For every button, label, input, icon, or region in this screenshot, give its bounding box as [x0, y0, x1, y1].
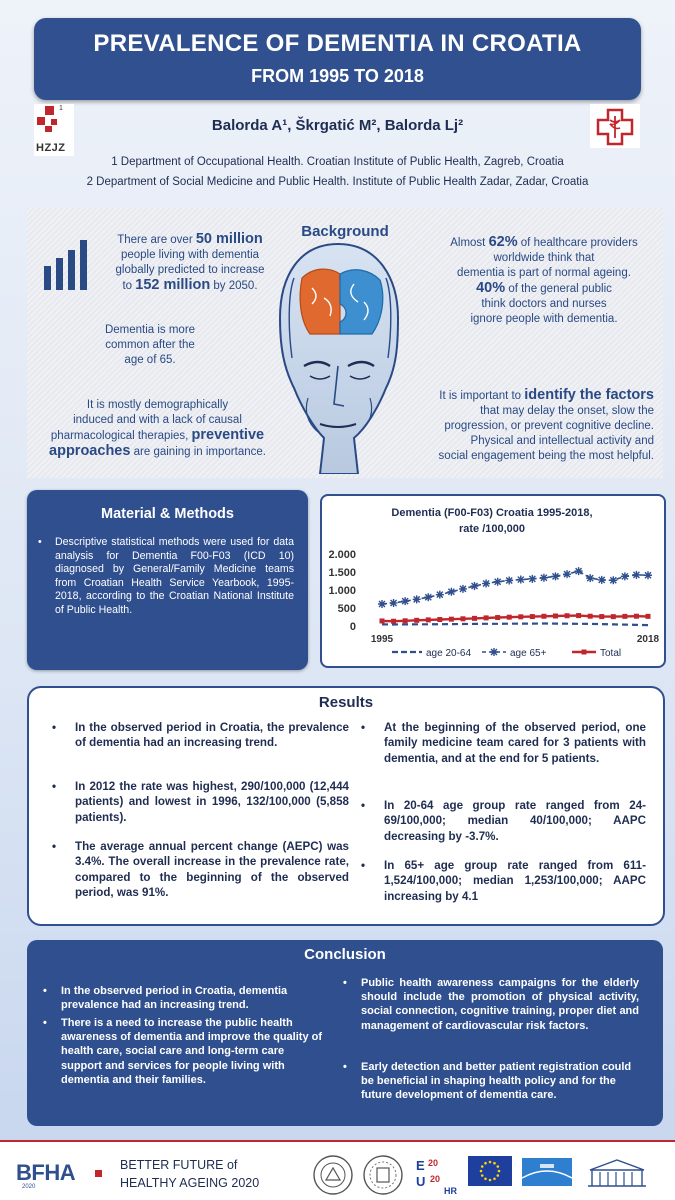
total-point	[380, 618, 385, 623]
y-tick-label: 2.000	[328, 549, 356, 561]
global-prevalence-fact: There are over 50 million people living with dementia globally predicted to increase to 152 million by 2050.	[115, 231, 265, 293]
dementia-rate-chart	[320, 494, 666, 668]
bar-chart-icon	[42, 236, 96, 292]
total-line	[382, 616, 648, 622]
footer: BFHA 2020 BETTER FUTURE of HEALTHY AGEING 2020 E 20 U 20 HR	[0, 1142, 675, 1200]
total-point	[472, 616, 477, 621]
result-item: • At the beginning of the observed period, one family medicine team cared for 3 patients with dementia, and at the end for 5 patients.	[361, 721, 646, 765]
chart-canvas	[322, 496, 664, 666]
age20-64-line	[382, 624, 648, 626]
risk-factors-fact: It is important to identify the factors that may delay the onset, slow the progression, or prevent cognitive decline. Physical and intellectual activity and social engagement being the most helpful.	[438, 387, 654, 462]
poster-title-line2: FROM 1995 TO 2018	[251, 66, 424, 86]
x-tick-label: 2018	[636, 634, 660, 645]
svg-text:20: 20	[428, 1158, 439, 1168]
age65-point	[482, 580, 490, 588]
results-title: Results	[318, 694, 374, 711]
age65-point	[632, 571, 640, 579]
total-point	[391, 619, 396, 624]
methods-text: • Descriptive statistical methods were used for data analysis for Dementia F00-F03 (ICD 10) diagnosed by General/Family Medicine teams from Croatian Health Service Yearbook, 1995-2018, according to the Croatian National Institute of Public Health.	[38, 536, 294, 616]
y-tick-label: 1.000	[328, 585, 356, 597]
y-tick-label: 0	[349, 621, 356, 633]
age65-line	[382, 571, 648, 604]
total-point	[553, 613, 558, 618]
footer-conference-line2: HEALTHY AGEING 2020	[120, 1176, 260, 1190]
legend-item	[482, 648, 547, 659]
total-point	[599, 614, 604, 619]
age65-point	[490, 648, 498, 656]
conclusion-item: • Early detection and better patient registration could be beneficial in shaping health policy and for the future development of dementia care.	[343, 1061, 632, 1102]
footer-conference-line1: BETTER FUTURE of	[120, 1158, 238, 1172]
age65-point	[424, 593, 432, 601]
result-item: • In 2012 the rate was highest, 290/100,000 (12,444 patients) and lowest in 1996, 132/100,000 (5,858 patients).	[52, 780, 349, 824]
conclusion-item: • Public health awareness campaigns for the elderly should include the promotion of physical activity, social connection, cognitive training, proper diet and management of cardiovascular risk factors.	[343, 977, 639, 1032]
total-point	[565, 613, 570, 618]
university-seal-icon	[312, 1154, 354, 1196]
age65-point	[390, 599, 398, 607]
age65-point	[413, 595, 421, 603]
total-point	[484, 615, 489, 620]
legend-label: age 65+	[510, 648, 547, 659]
age-fact: Dementia is more common after the age of 65.	[104, 324, 196, 366]
background-title: Background	[301, 223, 389, 240]
affiliation-2: 2 Department of Social Medicine and Public Health. Institute of Public Health Zadar, Zadar, Croatia	[86, 176, 589, 188]
prevention-fact: It is mostly demographically induced and with a lack of causal pharmacological therapies, preventive approaches are gaining in importance.	[49, 399, 266, 459]
conclusion-panel	[27, 940, 663, 1126]
misconception-fact: Almost 62% of healthcare providers worldwide think that dementia is part of normal ageing. 40% of the general public think doctors and nurses ignore people with dementia.	[450, 234, 638, 325]
y-tick-label: 500	[337, 603, 356, 615]
title-banner	[34, 18, 641, 100]
total-point	[530, 614, 535, 619]
age65-point	[517, 576, 525, 584]
age65-point	[575, 567, 583, 575]
eu2020-mark-icon	[414, 1154, 460, 1196]
age65-point	[598, 576, 606, 584]
age65-point	[540, 574, 548, 582]
affiliation-1: 1 Department of Occupational Health. Croatian Institute of Public Health, Zagreb, Croatia	[111, 156, 564, 168]
age65-point	[551, 572, 559, 580]
age65-point	[621, 572, 629, 580]
total-point	[518, 614, 523, 619]
result-item: • In 65+ age group rate ranged from 611-1,524/100,000; median 1,253/100,000; AAPC increasing by 4.1	[361, 859, 646, 903]
age65-point	[644, 571, 652, 579]
age65-point	[586, 574, 594, 582]
parliament-building-icon	[584, 1156, 650, 1188]
age65-point	[494, 578, 502, 586]
series-age-20-64	[382, 624, 648, 626]
age65-point	[471, 582, 479, 590]
total-point	[403, 618, 408, 623]
institute-seal-icon	[362, 1154, 404, 1196]
age65-point	[459, 585, 467, 593]
conclusion-title: Conclusion	[304, 946, 386, 963]
brain-head-illustration	[258, 238, 418, 474]
methods-panel	[27, 490, 308, 670]
total-point	[541, 614, 546, 619]
result-item: • In the observed period in Croatia, the prevalence of dementia had an increasing trend.	[52, 721, 349, 750]
total-point	[426, 617, 431, 622]
total-point	[495, 615, 500, 620]
svg-text:U: U	[416, 1174, 426, 1189]
legend-item	[392, 648, 471, 659]
result-item: • The average annual percent change (AEPC) was 3.4%. The overall increase in the prevalence rate, compared to the beginning of the observed period, was 91%.	[52, 840, 349, 900]
age65-point	[378, 600, 386, 608]
y-tick-label: 1.500	[328, 567, 356, 579]
legend-label: age 20-64	[426, 648, 472, 659]
bfha-logo: BFHA	[16, 1160, 76, 1185]
total-point	[414, 618, 419, 623]
age65-point	[528, 575, 536, 583]
svg-text:E: E	[416, 1158, 425, 1173]
age65-point	[563, 570, 571, 578]
total-point	[576, 613, 581, 618]
methods-title: Material & Methods	[101, 506, 234, 522]
results-panel	[27, 686, 665, 926]
x-tick-label: 1995	[370, 634, 394, 645]
partner-logo-icon	[522, 1158, 572, 1186]
svg-text:20: 20	[430, 1174, 441, 1184]
hzjz-logo-text: HZJZ	[36, 142, 66, 154]
total-point	[507, 615, 512, 620]
age65-point	[609, 576, 617, 584]
total-point	[634, 614, 639, 619]
legend-item	[572, 648, 621, 659]
total-point	[622, 614, 627, 619]
svg-text:HR: HR	[444, 1186, 457, 1196]
hzjz-logo: 1 HZJZ	[34, 104, 74, 156]
total-point	[460, 616, 465, 621]
total-point	[437, 617, 442, 622]
chart-title-line1: Dementia (F00-F03) Croatia 1995-2018,	[391, 507, 593, 519]
chart-title-line2: rate /100,000	[458, 523, 526, 535]
total-point	[588, 614, 593, 619]
series-total	[380, 613, 651, 624]
legend-label: Total	[600, 648, 622, 659]
age65-point	[436, 591, 444, 599]
series-age-65-	[378, 567, 652, 608]
age65-point	[505, 576, 513, 584]
total-point	[611, 614, 616, 619]
age65-point	[401, 597, 409, 605]
result-item: • In 20-64 age group rate ranged from 24-69/100,000; median 40/100,000; AAPC decreasing by -3.7%.	[361, 799, 646, 843]
age65-point	[447, 588, 455, 596]
authors: Balorda A¹, Škrgatić M², Balorda Lj²	[211, 117, 464, 134]
eu-flag-icon	[468, 1156, 512, 1188]
poster-title-line1: PREVALENCE OF DEMENTIA IN CROATIA	[93, 30, 582, 57]
total-point	[646, 614, 651, 619]
bfha-logo-dot	[95, 1170, 102, 1177]
conclusion-item: • There is a need to increase the public health awareness of dementia and improve the quality of health care, social care and long-term care support and services for people living with dementia and their families.	[43, 1017, 323, 1086]
conclusion-item: • In the observed period in Croatia, dementia prevalence had an increasing trend.	[43, 985, 288, 1012]
total-point	[449, 617, 454, 622]
